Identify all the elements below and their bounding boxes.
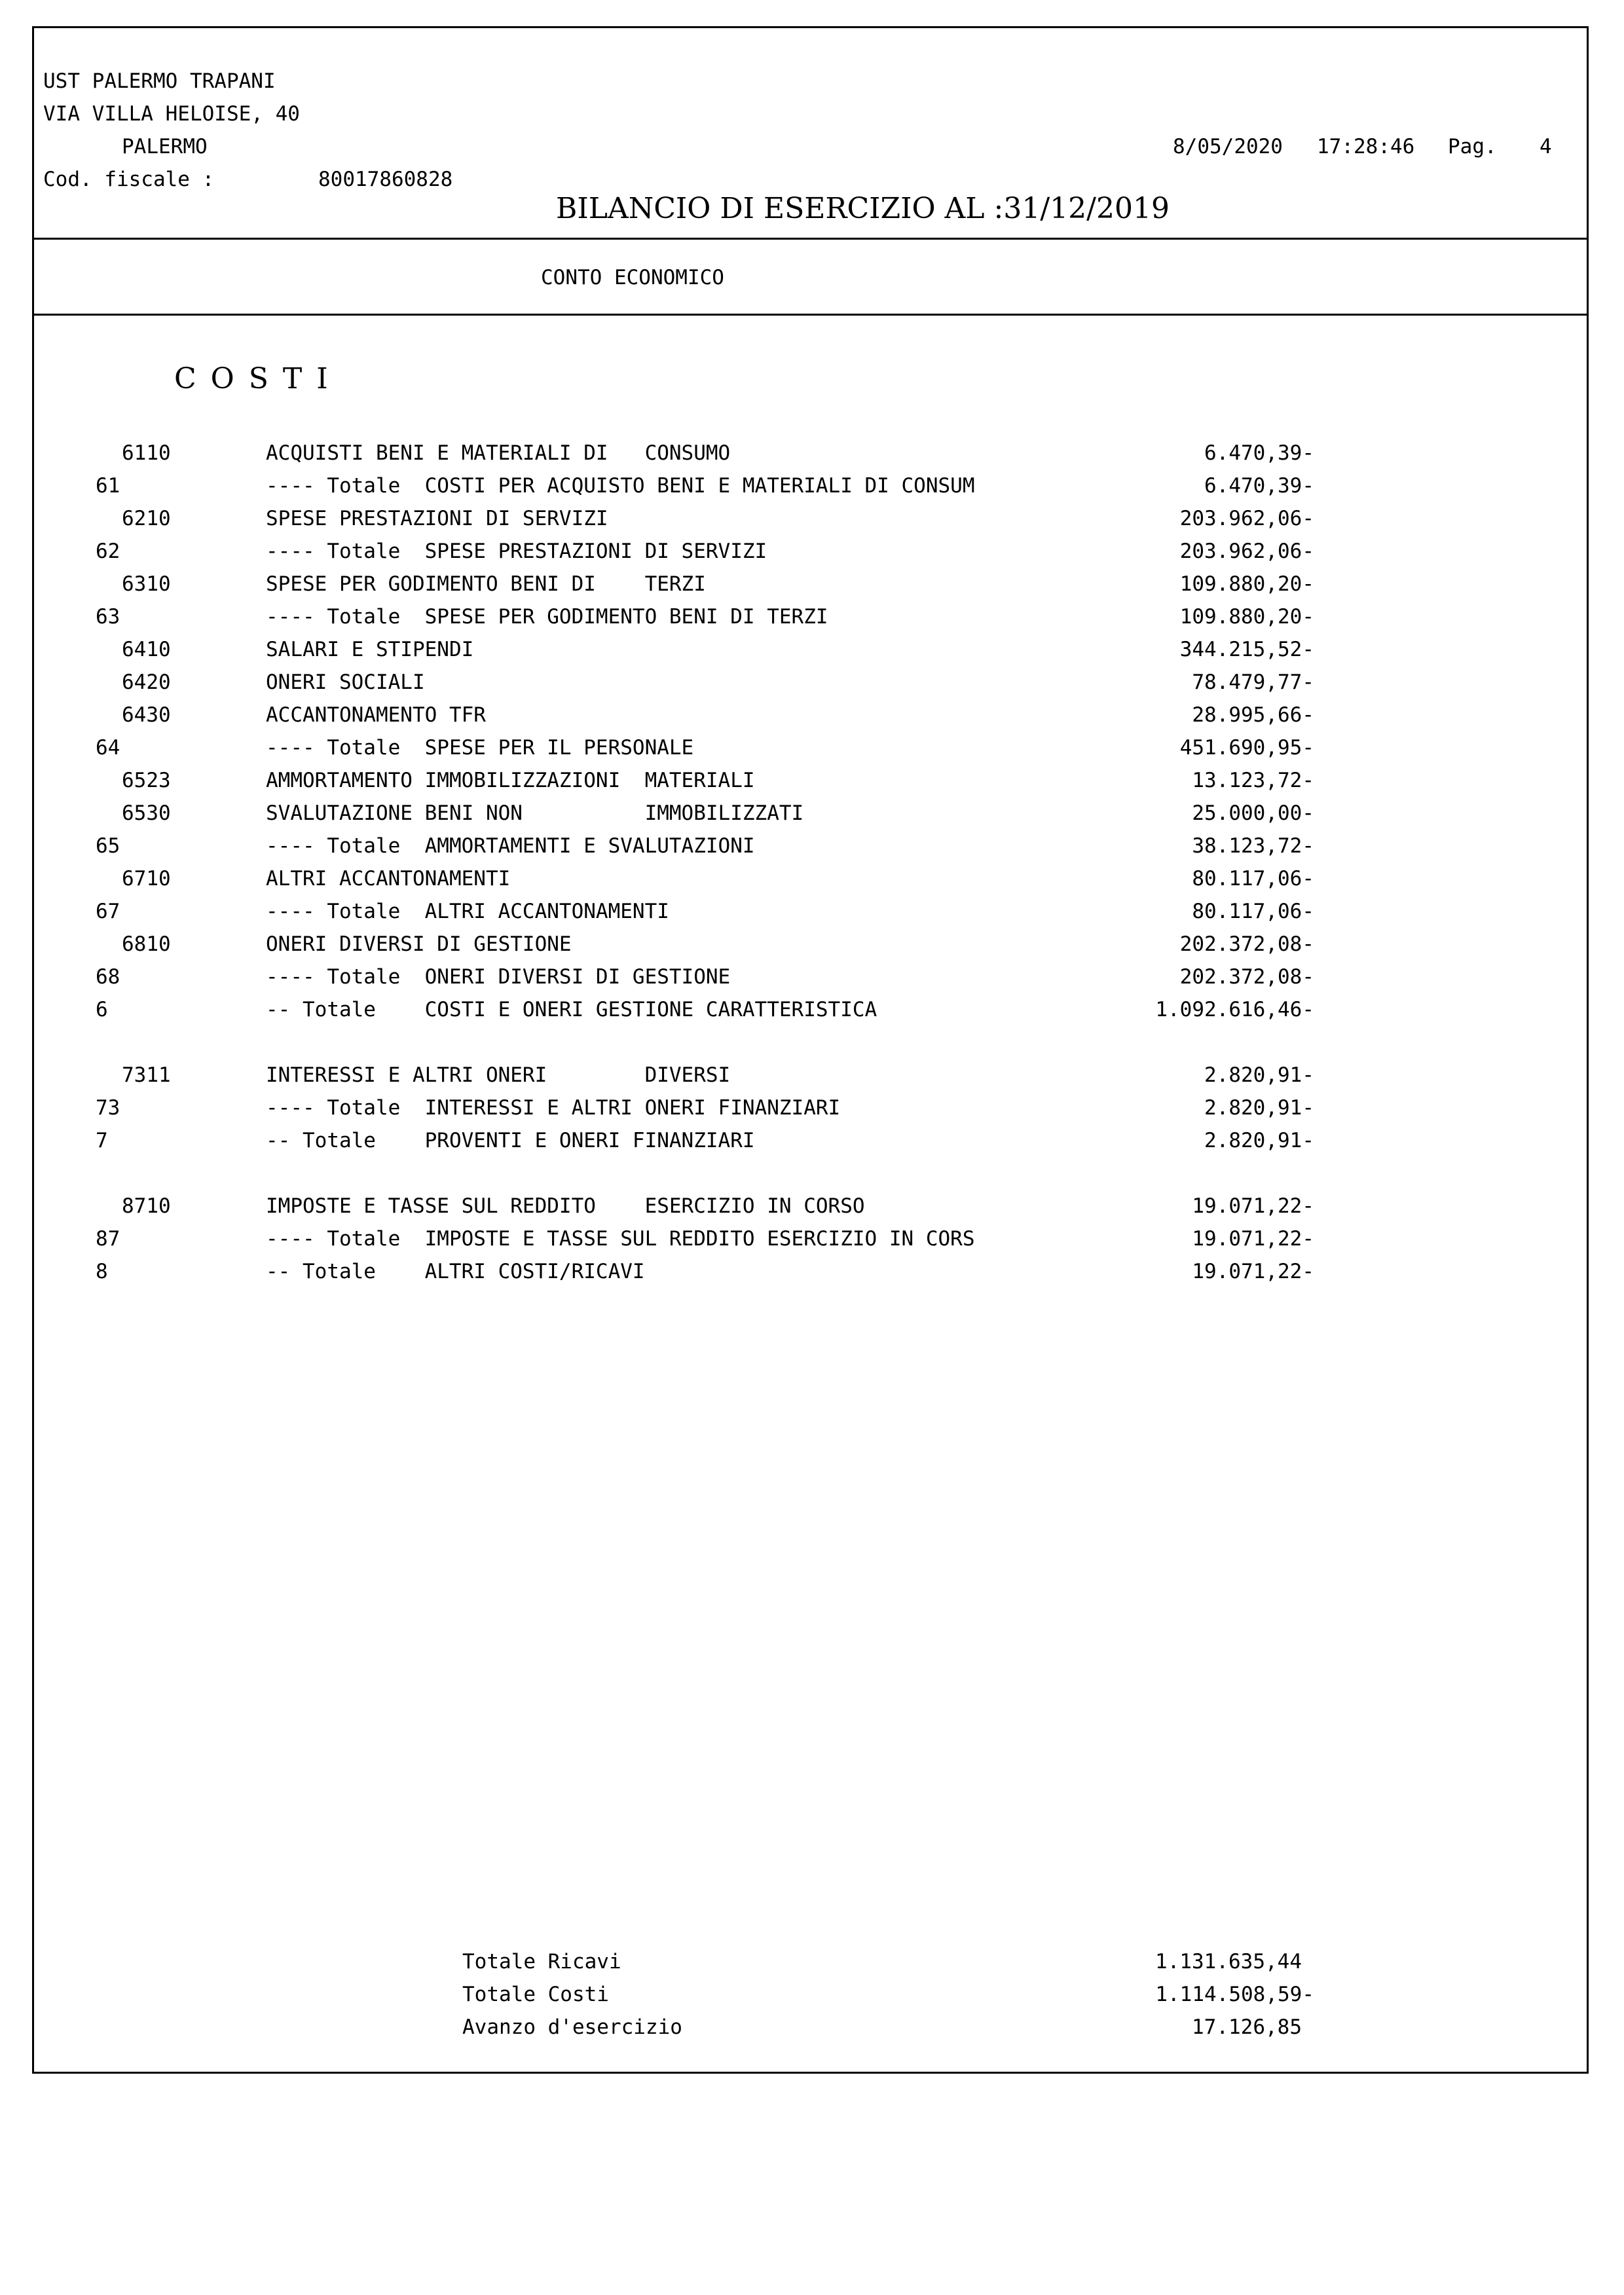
account-description: ---- Totale COSTI PER ACQUISTO BENI E MATERIALI DI CONSUM [266, 474, 975, 498]
account-description: ---- Totale SPESE PER GODIMENTO BENI DI TERZI [266, 605, 828, 629]
account-amount: 13.123,72- [1192, 769, 1314, 792]
account-amount: 6.470,39- [1204, 441, 1314, 465]
account-code: 87 [96, 1227, 120, 1251]
account-code: 6110 [122, 441, 171, 465]
account-description: SPESE PER GODIMENTO BENI DI TERZI [266, 572, 706, 596]
fiscal-code-value: 80017860828 [318, 168, 453, 191]
account-description: ---- Totale SPESE PER IL PERSONALE [266, 736, 694, 760]
section-name: CONTO ECONOMICO [541, 266, 724, 289]
account-amount: 80.117,06- [1192, 867, 1314, 890]
account-code: 6420 [122, 670, 171, 694]
account-amount: 80.117,06- [1192, 900, 1314, 923]
account-code: 7 [96, 1129, 108, 1152]
account-code: 6810 [122, 932, 171, 956]
account-amount: 109.880,20- [1179, 605, 1314, 629]
account-code: 62 [96, 540, 120, 563]
account-code: 8 [96, 1260, 108, 1283]
account-amount: 19.071,22- [1192, 1227, 1314, 1251]
account-description: ---- Totale INTERESSI E ALTRI ONERI FINANZIARI [266, 1096, 841, 1120]
account-description: ONERI SOCIALI [266, 670, 425, 694]
summary-amount: 17.126,85 [1192, 2015, 1302, 2039]
account-amount: 19.071,22- [1192, 1194, 1314, 1218]
account-code: 73 [96, 1096, 120, 1120]
account-description: ---- Totale AMMORTAMENTI E SVALUTAZIONI [266, 834, 755, 858]
account-description: SALARI E STIPENDI [266, 638, 474, 661]
account-code: 8710 [122, 1194, 171, 1218]
document-title: BILANCIO DI ESERCIZIO AL :31/12/2019 [556, 192, 1170, 225]
account-amount: 203.962,06- [1179, 507, 1314, 530]
account-description: IMPOSTE E TASSE SUL REDDITO ESERCIZIO IN CORSO [266, 1194, 865, 1218]
account-code: 63 [96, 605, 120, 629]
summary-amount: 1.114.508,59- [1155, 1983, 1314, 2006]
account-description: ALTRI ACCANTONAMENTI [266, 867, 511, 890]
account-amount: 25.000,00- [1192, 801, 1314, 825]
account-description: -- Totale ALTRI COSTI/RICAVI [266, 1260, 645, 1283]
summary-row [34, 2011, 1587, 2044]
account-code: 61 [96, 474, 120, 498]
account-code: 67 [96, 900, 120, 923]
account-description: ---- Totale SPESE PRESTAZIONI DI SERVIZI [266, 540, 767, 563]
account-amount: 19.071,22- [1192, 1260, 1314, 1283]
fiscal-code-label: Cod. fiscale : [43, 168, 215, 191]
account-code: 6710 [122, 867, 171, 890]
summary-row [34, 1978, 1587, 2011]
account-description: ACQUISTI BENI E MATERIALI DI CONSUMO [266, 441, 731, 465]
account-code: 6430 [122, 703, 171, 727]
print-time: 17:28:46 [1317, 135, 1415, 158]
account-amount: 28.995,66- [1192, 703, 1314, 727]
account-amount: 202.372,08- [1179, 932, 1314, 956]
summary-label: Avanzo d'esercizio [462, 2015, 682, 2039]
account-code: 64 [96, 736, 120, 760]
account-code: 6210 [122, 507, 171, 530]
account-description: SPESE PRESTAZIONI DI SERVIZI [266, 507, 608, 530]
account-code: 68 [96, 965, 120, 989]
account-amount: 6.470,39- [1204, 474, 1314, 498]
account-amount: 78.479,77- [1192, 670, 1314, 694]
account-description: -- Totale COSTI E ONERI GESTIONE CARATTERISTICA [266, 998, 877, 1021]
account-amount: 203.962,06- [1179, 540, 1314, 563]
account-amount: 2.820,91- [1204, 1063, 1314, 1087]
print-date: 8/05/2020 [1173, 135, 1283, 158]
summary-label: Totale Costi [462, 1983, 609, 2006]
account-code: 6523 [122, 769, 171, 792]
account-amount: 109.880,20- [1179, 572, 1314, 596]
costi-heading: COSTI [174, 362, 342, 395]
account-description: -- Totale PROVENTI E ONERI FINANZIARI [266, 1129, 755, 1152]
account-description: ---- Totale ONERI DIVERSI DI GESTIONE [266, 965, 731, 989]
account-description: AMMORTAMENTO IMMOBILIZZAZIONI MATERIALI [266, 769, 755, 792]
org-address: VIA VILLA HELOISE, 40 [43, 102, 300, 126]
account-description: ONERI DIVERSI DI GESTIONE [266, 932, 572, 956]
account-code: 6410 [122, 638, 171, 661]
account-amount: 2.820,91- [1204, 1096, 1314, 1120]
summary-label: Totale Ricavi [462, 1950, 621, 1974]
account-description: INTERESSI E ALTRI ONERI DIVERSI [266, 1063, 731, 1087]
account-code: 65 [96, 834, 120, 858]
account-description: ---- Totale ALTRI ACCANTONAMENTI [266, 900, 669, 923]
account-description: SVALUTAZIONE BENI NON IMMOBILIZZATI [266, 801, 804, 825]
account-amount: 2.820,91- [1204, 1129, 1314, 1152]
account-amount: 451.690,95- [1179, 736, 1314, 760]
document-frame [32, 26, 1589, 2074]
account-code: 7311 [122, 1063, 171, 1087]
account-amount: 38.123,72- [1192, 834, 1314, 858]
account-description: ACCANTONAMENTO TFR [266, 703, 486, 727]
summary-amount: 1.131.635,44 [1155, 1950, 1302, 1974]
summary-table [34, 28, 1587, 2072]
account-amount: 344.215,52- [1179, 638, 1314, 661]
org-name: UST PALERMO TRAPANI [43, 69, 276, 93]
page-label: Pag. [1448, 135, 1497, 158]
org-city: PALERMO [122, 135, 208, 158]
account-code: 6530 [122, 801, 171, 825]
account-amount: 202.372,08- [1179, 965, 1314, 989]
account-description: ---- Totale IMPOSTE E TASSE SUL REDDITO ESERCIZIO IN CORS [266, 1227, 975, 1251]
account-code: 6310 [122, 572, 171, 596]
account-amount: 1.092.616,46- [1155, 998, 1314, 1021]
page-number: 4 [1540, 135, 1552, 158]
summary-row [34, 1945, 1587, 1978]
account-code: 6 [96, 998, 108, 1021]
